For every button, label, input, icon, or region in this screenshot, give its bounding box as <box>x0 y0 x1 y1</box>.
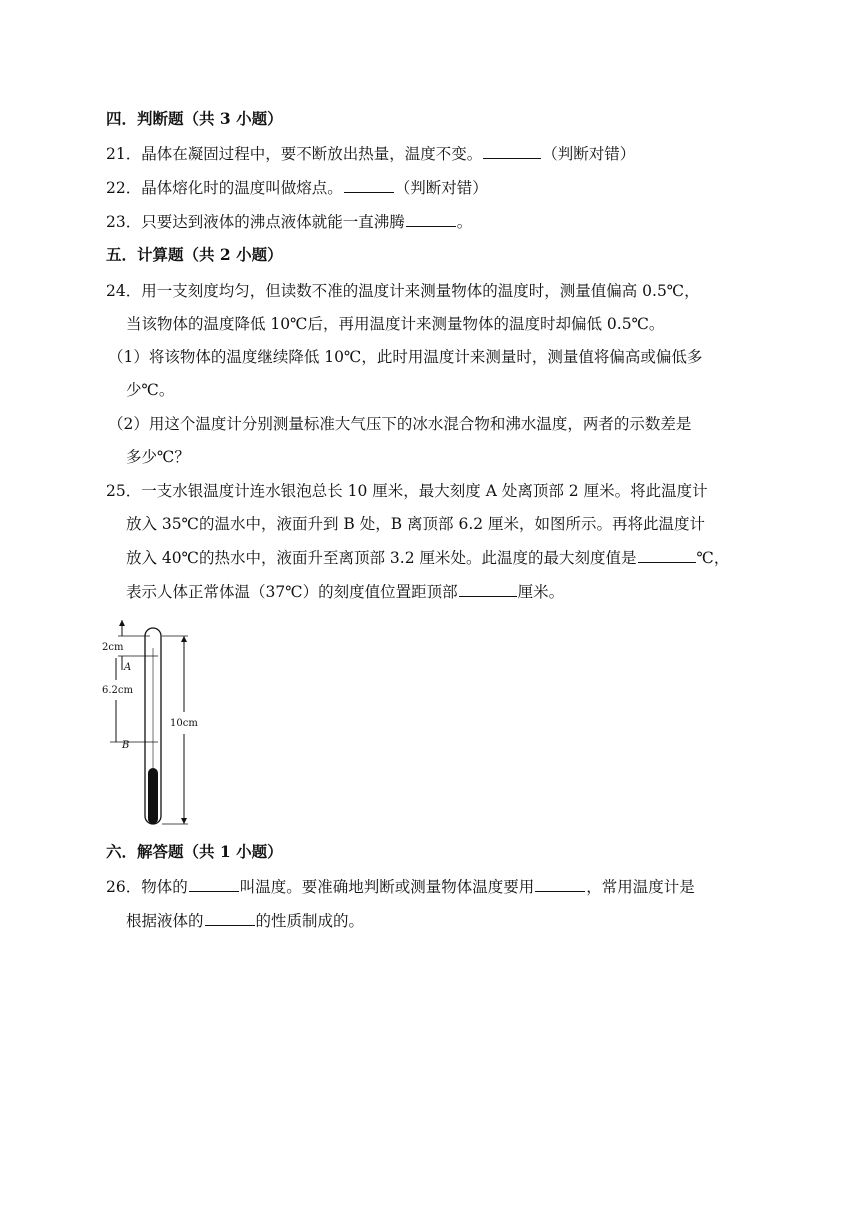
question-22-suffix: （判断对错） <box>394 179 488 197</box>
label-b: B <box>122 740 130 751</box>
question-26-text-e: 的性质制成的。 <box>255 912 365 930</box>
question-24-line-2: 当该物体的温度降低 10℃后，再用温度计来测量物体的温度时却偏低 0.5℃。 <box>126 315 665 333</box>
question-26-line-2 <box>126 910 760 932</box>
label-10cm: 10cm <box>170 718 198 729</box>
question-24-part-1-line-2: 少℃。 <box>126 381 175 399</box>
question-25-line-2: 放入 35℃的温水中，液面升到 B 处，B 离顶部 6.2 厘米，如图所示。再将此温度计 <box>126 515 706 533</box>
question-23-text: 23．只要达到液体的沸点液体就能一直沸腾 <box>106 213 405 231</box>
answer-blank-23[interactable] <box>406 212 456 227</box>
answer-blank-26-c[interactable] <box>205 911 255 926</box>
question-23-suffix: 。 <box>456 213 473 231</box>
answer-blank-25-max[interactable] <box>638 548 696 563</box>
question-22 <box>106 177 760 199</box>
label-a: A <box>124 662 132 673</box>
question-21 <box>106 143 760 165</box>
label-6-2cm: 6.2cm <box>102 685 133 696</box>
top-arrowhead <box>119 620 125 626</box>
question-22-text: 22．晶体熔化时的温度叫做熔点。 <box>106 179 343 197</box>
question-25-line-3 <box>126 547 760 569</box>
question-25-line-4-unit: 厘米。 <box>517 583 565 601</box>
question-21-suffix: （判断对错） <box>542 145 636 163</box>
question-26-text-c: ，常用温度计是 <box>586 878 695 896</box>
question-21-text: 21．晶体在凝固过程中，要不断放出热量，温度不变。 <box>106 145 483 163</box>
question-25-line-1: 25．一支水银温度计连水银泡总长 10 厘米，最大刻度 A 处离顶部 2 厘米。将此温度计 <box>106 482 708 500</box>
answer-blank-21[interactable] <box>483 144 541 159</box>
answer-blank-26-a[interactable] <box>189 877 239 892</box>
question-24-part-2-line-2: 多少℃？ <box>126 448 190 466</box>
answer-blank-25-body-temp[interactable] <box>459 582 517 597</box>
question-26-text-d: 根据液体的 <box>126 912 204 930</box>
section-4-title: 四．判断题（共 3 小题） <box>106 109 283 128</box>
length-arrow-bottom <box>181 818 187 824</box>
question-24-part-2-line-1: （2）用这个温度计分别测量标准大气压下的冰水混合物和沸水温度，两者的示数差是 <box>108 415 692 433</box>
section-5-title: 五．计算题（共 2 小题） <box>106 245 283 264</box>
question-23 <box>106 211 760 233</box>
thermometer-figure <box>100 618 210 833</box>
question-26-text-b: 叫温度。要准确地判断或测量物体温度要用 <box>239 878 535 896</box>
question-26-text-a: 26．物体的 <box>106 878 188 896</box>
question-24-part-1-line-1: （1）将该物体的温度继续降低 10℃，此时用温度计来测量时，测量值将偏高或偏低多 <box>108 348 703 366</box>
question-25-line-4-text: 表示人体正常体温（37℃）的刻度值位置距顶部 <box>126 583 458 601</box>
answer-blank-22[interactable] <box>344 178 394 193</box>
answer-blank-26-b[interactable] <box>535 877 585 892</box>
question-25-line-3-text: 放入 40℃的热水中，液面升至离顶部 3.2 厘米处。此温度的最大刻度值是 <box>126 549 637 567</box>
section-6-title: 六．解答题（共 1 小题） <box>106 842 283 861</box>
length-arrow-top <box>181 636 187 642</box>
question-24-line-1: 24．用一支刻度均匀，但读数不准的温度计来测量物体的温度时，测量值偏高 0.5℃， <box>106 282 700 300</box>
label-2cm: 2cm <box>102 642 124 653</box>
mercury-bulb <box>148 768 158 824</box>
question-26-line-1 <box>106 876 760 898</box>
question-25-line-3-unit: ℃， <box>696 549 730 567</box>
question-25-line-4 <box>126 581 760 603</box>
